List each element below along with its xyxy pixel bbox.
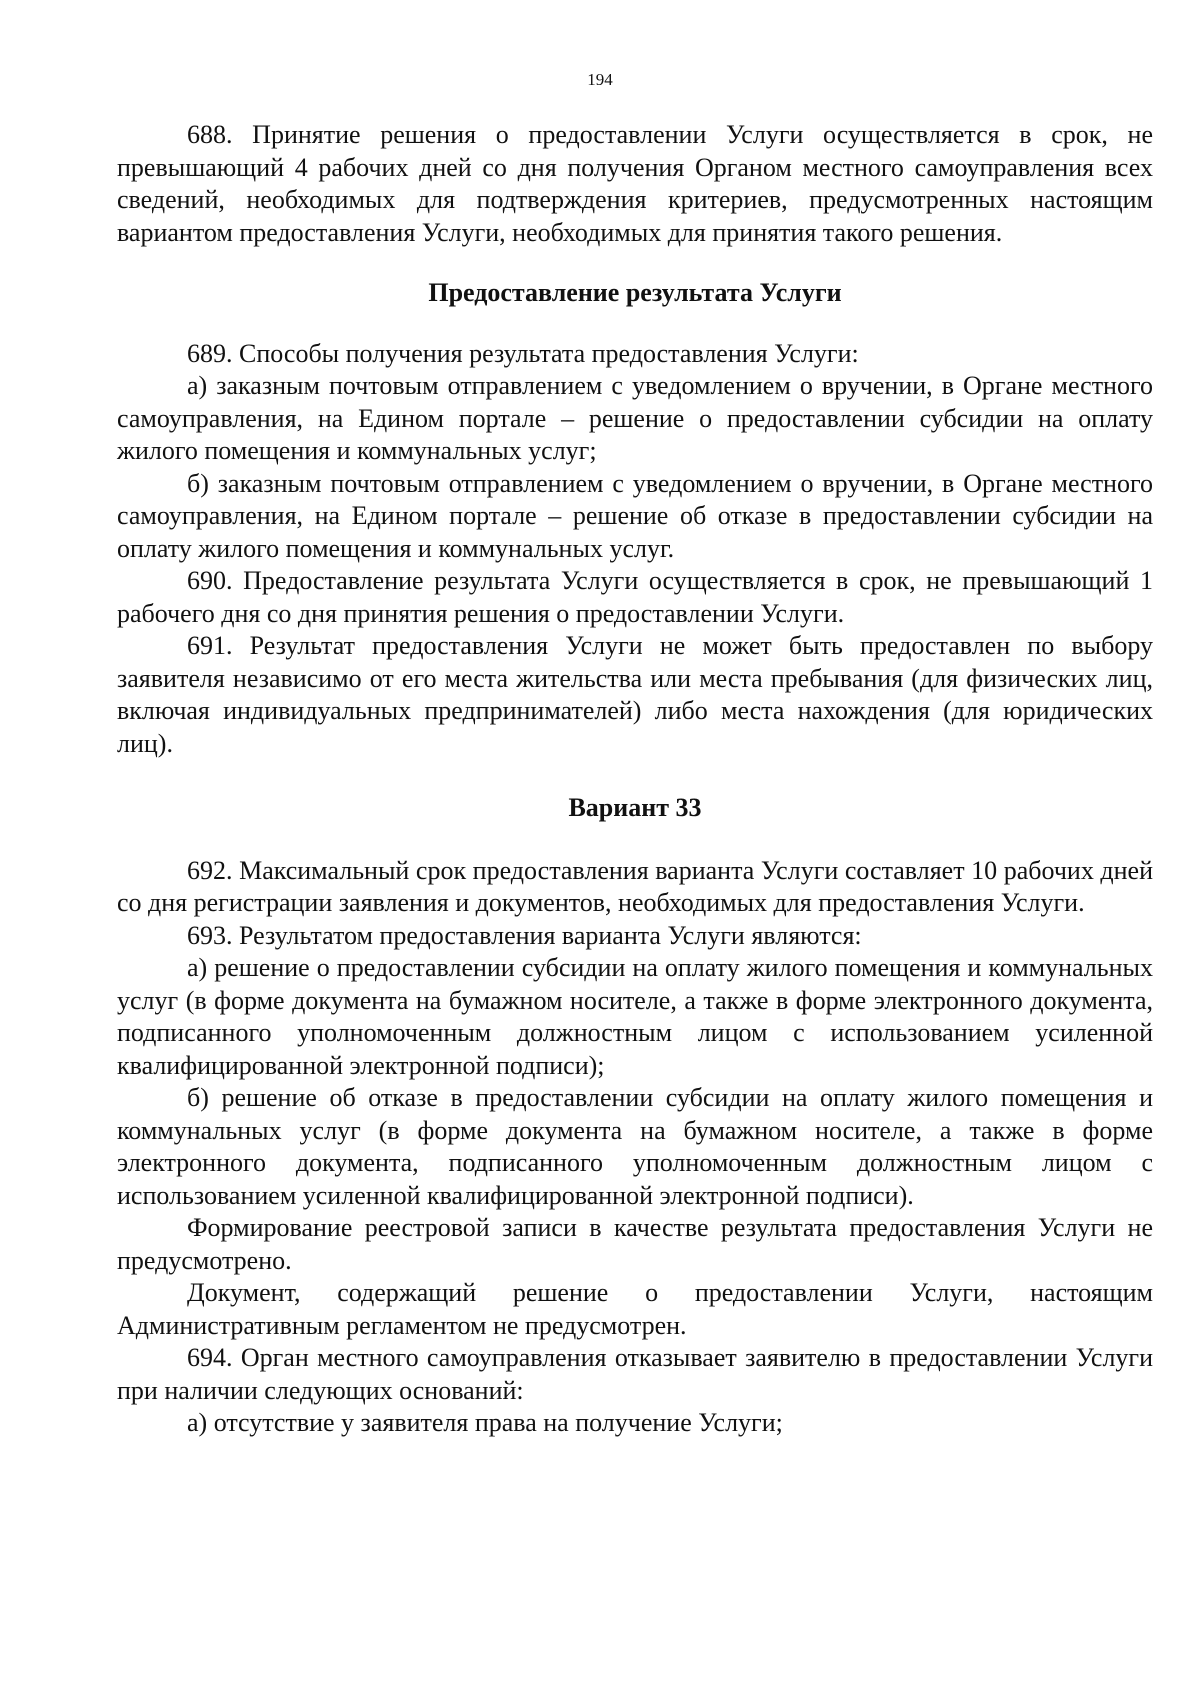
paragraph-693: 693. Результатом предоставления варианта Услуги являются:: [187, 920, 862, 950]
paragraph-693-b: б) решение об отказе в предоставлении субсидии на оплату жилого помещения и коммунальных услуг (в форме документа на бумажном носителе, а также в форме электронного документа, подписанного уполномоченным должностным лицом с использованием усиленной квалифицированной электронной подписи).: [117, 1083, 1153, 1210]
paragraph-690: 690. Предоставление результата Услуги осуществляется в срок, не превышающий 1 рабочего дня со дня принятия решения о предоставлении Услуги.: [117, 566, 1153, 628]
paragraph-registry-note: Формирование реестровой записи в качестве результата предоставления Услуги не предусмотрено.: [117, 1213, 1153, 1275]
paragraph-689-a: а) заказным почтовым отправлением с уведомлением о вручении, в Органе местного самоуправления, на Едином портале – решение о предоставлении субсидии на оплату жилого помещения и коммунальных услуг;: [117, 371, 1153, 465]
page-number: 194: [587, 70, 613, 89]
paragraph-688: 688. Принятие решения о предоставлении Услуги осуществляется в срок, не превышающий 4 рабочих дней со дня получения Органом местного самоуправления всех сведений, необходимых для подтверждения критериев, предусмотренных настоящим вариантом предоставления Услуги, необходимых для принятия такого решения.: [117, 120, 1153, 247]
paragraph-692: 692. Максимальный срок предоставления варианта Услуги составляет 10 рабочих дней со дня регистрации заявления и документов, необходимых для предоставления Услуги.: [117, 855, 1153, 917]
paragraph-693-a: а) решение о предоставлении субсидии на оплату жилого помещения и коммунальных услуг (в форме документа на бумажном носителе, а также в форме электронного документа, подписанного уполномоченным должностным лицом с использованием усиленной квалифицированной электронной подписи);: [117, 953, 1153, 1080]
paragraph-689-b: б) заказным почтовым отправлением с уведомлением о вручении, в Органе местного самоуправления, на Едином портале – решение об отказе в предоставлении субсидии на оплату жилого помещения и коммунальных услуг.: [117, 468, 1153, 563]
section-heading-result: Предоставление результата Услуги: [428, 278, 842, 307]
section-heading-variant-33: Вариант 33: [568, 793, 702, 822]
paragraph-694-a: а) отсутствие у заявителя права на получение Услуги;: [187, 1408, 783, 1437]
paragraph-691: 691. Результат предоставления Услуги не может быть предоставлен по выбору заявителя независимо от его места жительства или места пребывания (для физических лиц, включая индивидуальных предпринимателей) либо места нахождения (для юридических лиц).: [117, 631, 1153, 758]
paragraph-694: 694. Орган местного самоуправления отказывает заявителю в предоставлении Услуги при наличии следующих оснований:: [117, 1343, 1153, 1405]
document-body: [117, 119, 1153, 1440]
paragraph-document-note: Документ, содержащий решение о предоставлении Услуги, настоящим Административным регламентом не предусмотрен.: [117, 1278, 1153, 1340]
paragraph-689: 689. Способы получения результата предоставления Услуги:: [187, 338, 859, 368]
